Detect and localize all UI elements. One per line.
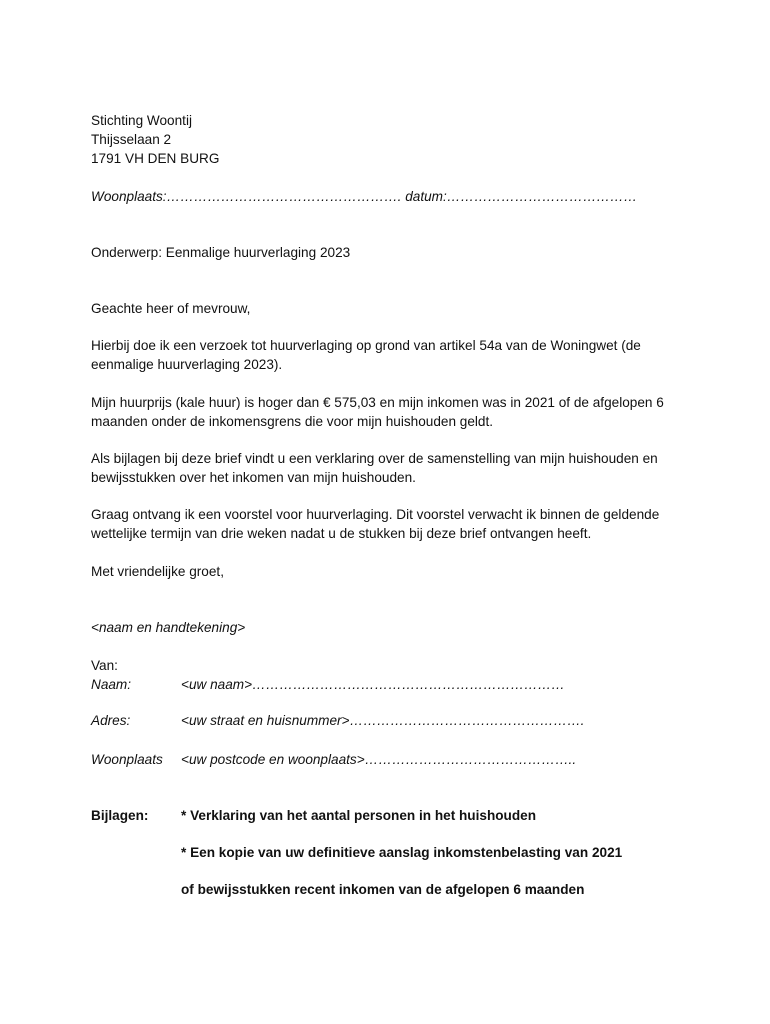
closing: Met vriendelijke groet,	[91, 564, 224, 579]
signature-placeholder: <naam en handtekening>	[91, 620, 246, 635]
sender-name-label: Naam:	[91, 677, 132, 692]
body-paragraph: Graag ontvang ik een voorstel voor huurverlaging. Dit voorstel verwacht ik binnen de geldende wettelijke termijn van drie weken nadat u de stukken bij deze brief ontvangen heeft.	[91, 507, 660, 541]
attachments-label: Bijlagen:	[91, 808, 149, 823]
recipient-street: Thijsselaan 2	[91, 132, 172, 147]
place-date-line: Woonplaats:……………………………………………. datum:……………………………………	[91, 189, 638, 204]
body-paragraph: Als bijlagen bij deze brief vindt u een verklaring over de samenstelling van mijn huishouden en bewijsstukken over het inkomen van mijn huishouden.	[91, 451, 658, 485]
sender-address-label: Adres:	[91, 713, 131, 728]
sender-place-label: Woonplaats	[91, 752, 163, 767]
attachment-item: of bewijsstukken recent inkomen van de afgelopen 6 maanden	[181, 882, 585, 897]
sender-place-field: <uw postcode en woonplaats>………………………………………..	[181, 752, 577, 767]
salutation: Geachte heer of mevrouw,	[91, 301, 251, 316]
subject-line: Onderwerp: Eenmalige huurverlaging 2023	[91, 245, 351, 260]
attachment-item: * Een kopie van uw definitieve aanslag inkomstenbelasting van 2021	[181, 845, 623, 860]
sender-name-field: <uw naam>……………………………………………………………	[181, 677, 565, 692]
sender-from-label: Van:	[91, 658, 118, 673]
attachment-item: * Verklaring van het aantal personen in het huishouden	[181, 808, 537, 823]
recipient-city: 1791 VH DEN BURG	[91, 151, 220, 166]
body-paragraph: Mijn huurprijs (kale huur) is hoger dan € 575,03 en mijn inkomen was in 2021 of de afgelopen 6 maanden onder de inkomensgrens die voor mijn huishouden geldt.	[91, 395, 664, 429]
recipient-name: Stichting Woontij	[91, 113, 192, 128]
sender-address-field: <uw straat en huisnummer>…………………………………………….	[181, 713, 585, 728]
body-paragraph: Hierbij doe ik een verzoek tot huurverlaging op grond van artikel 54a van de Woningwet (de eenmalige huurverlaging 2023).	[91, 338, 641, 372]
